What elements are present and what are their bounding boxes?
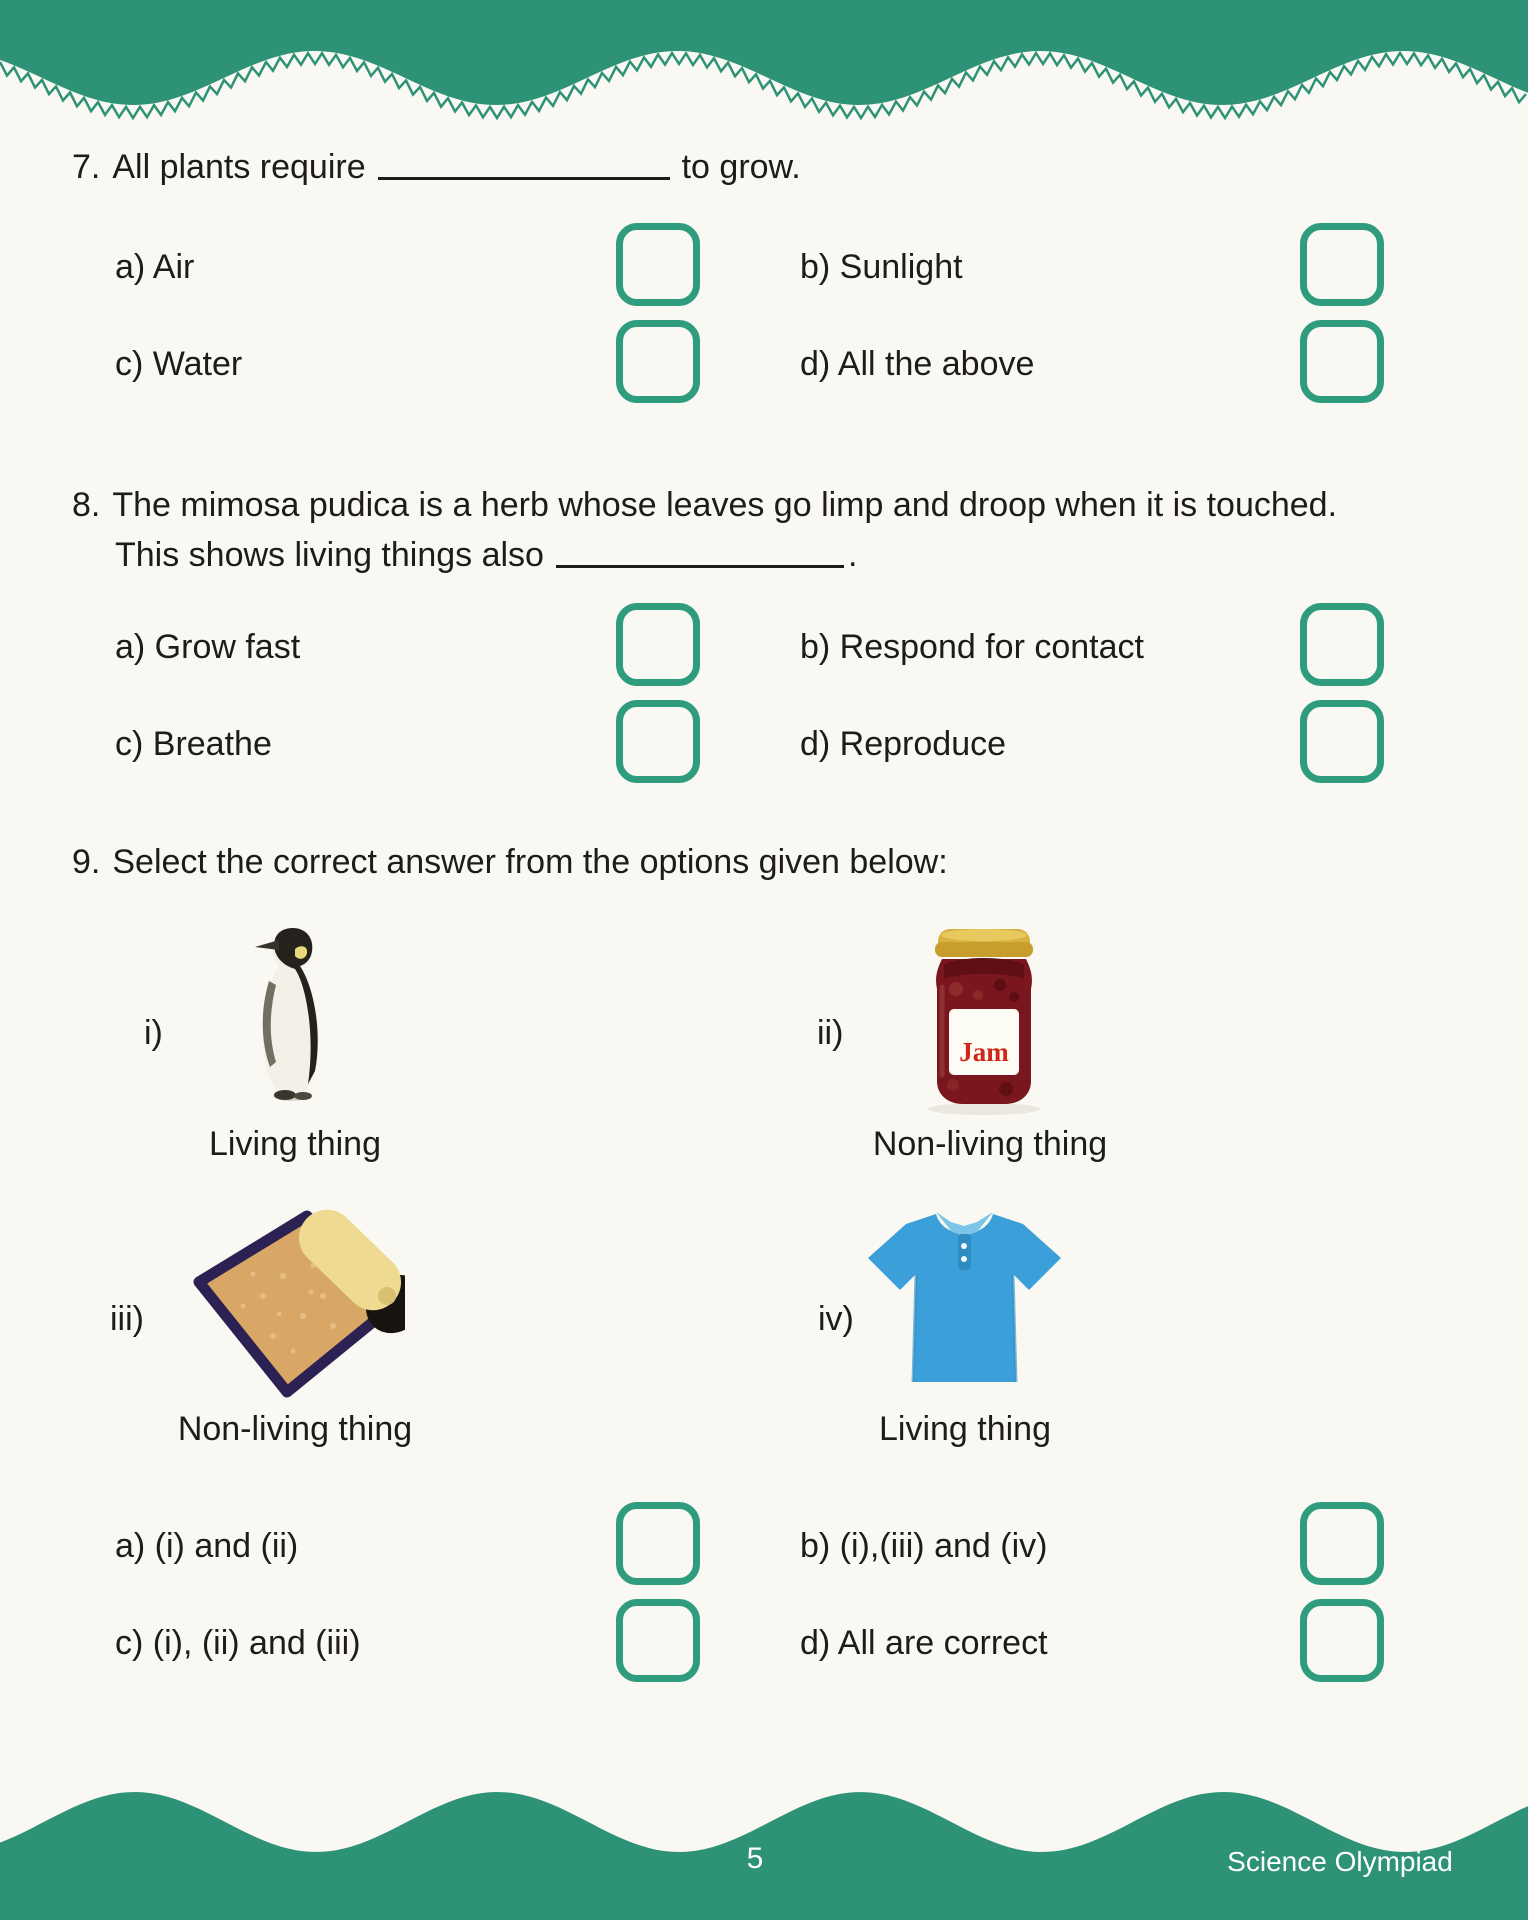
question-9-number: 9. <box>72 843 101 881</box>
question-7-text-after: to grow. <box>681 148 801 186</box>
checkbox-q7-d[interactable] <box>1300 320 1384 403</box>
question-8-text-line2: This shows living things also <box>115 536 544 574</box>
polo-shirt-image <box>856 1202 1074 1398</box>
option-q7-c: c) Water <box>115 345 243 383</box>
jam-jar-image <box>908 925 1060 1117</box>
item-iv-caption: Living thing <box>878 1410 1051 1448</box>
checkbox-q9-b[interactable] <box>1300 1502 1384 1585</box>
question-7-answer-blank <box>378 173 670 180</box>
option-q9-d: d) All are correct <box>800 1624 1048 1662</box>
option-q8-d: d) Reproduce <box>800 725 1007 763</box>
brand-label: Science Olympiad <box>1227 1846 1453 1877</box>
option-q7-a: a) Air <box>115 248 195 286</box>
doormat-image <box>183 1196 405 1406</box>
question-7-text: All plants require <box>112 148 366 186</box>
jam-jar-label: Jam <box>959 1037 1009 1067</box>
option-q8-c: c) Breathe <box>115 725 272 763</box>
page-number: 5 <box>746 1842 764 1875</box>
checkbox-q9-d[interactable] <box>1300 1599 1384 1682</box>
item-ii-numeral: ii) <box>817 1014 844 1052</box>
question-8-answer-blank <box>556 561 844 568</box>
option-q8-a: a) Grow fast <box>115 628 301 666</box>
item-iv-numeral: iv) <box>818 1300 854 1338</box>
question-8-line2 <box>115 536 857 575</box>
item-iii-caption: Non-living thing <box>177 1410 413 1448</box>
checkbox-q7-b[interactable] <box>1300 223 1384 306</box>
option-q8-b: b) Respond for contact <box>800 628 1144 666</box>
question-8-period: . <box>847 536 858 574</box>
footer-wave <box>0 1740 1528 1920</box>
penguin-image <box>245 925 345 1103</box>
option-q9-a: a) (i) and (ii) <box>115 1527 299 1565</box>
checkbox-q8-c[interactable] <box>616 700 700 783</box>
item-ii-caption: Non-living thing <box>872 1125 1108 1163</box>
item-i-numeral: i) <box>144 1014 163 1052</box>
option-q9-b: b) (i),(iii) and (iv) <box>800 1527 1048 1565</box>
question-9-text: Select the correct answer from the options given below: <box>112 843 948 881</box>
option-q7-d: d) All the above <box>800 345 1035 383</box>
question-8-text-line1: The mimosa pudica is a herb whose leaves go limp and droop when it is touched. <box>112 486 1338 524</box>
checkbox-q8-a[interactable] <box>616 603 700 686</box>
checkbox-q7-c[interactable] <box>616 320 700 403</box>
checkbox-q8-d[interactable] <box>1300 700 1384 783</box>
checkbox-q8-b[interactable] <box>1300 603 1384 686</box>
checkbox-q9-a[interactable] <box>616 1502 700 1585</box>
checkbox-q9-c[interactable] <box>616 1599 700 1682</box>
item-iii-numeral: iii) <box>110 1300 144 1338</box>
question-8 <box>72 486 1337 525</box>
option-q9-c: c) (i), (ii) and (iii) <box>115 1624 361 1662</box>
option-q7-b: b) Sunlight <box>800 248 963 286</box>
question-7 <box>72 148 801 187</box>
question-9 <box>72 843 948 882</box>
checkbox-q7-a[interactable] <box>616 223 700 306</box>
item-i-caption: Living thing <box>208 1125 381 1163</box>
header-wave <box>0 0 1528 150</box>
question-8-number: 8. <box>72 486 101 524</box>
question-7-number: 7. <box>72 148 101 186</box>
